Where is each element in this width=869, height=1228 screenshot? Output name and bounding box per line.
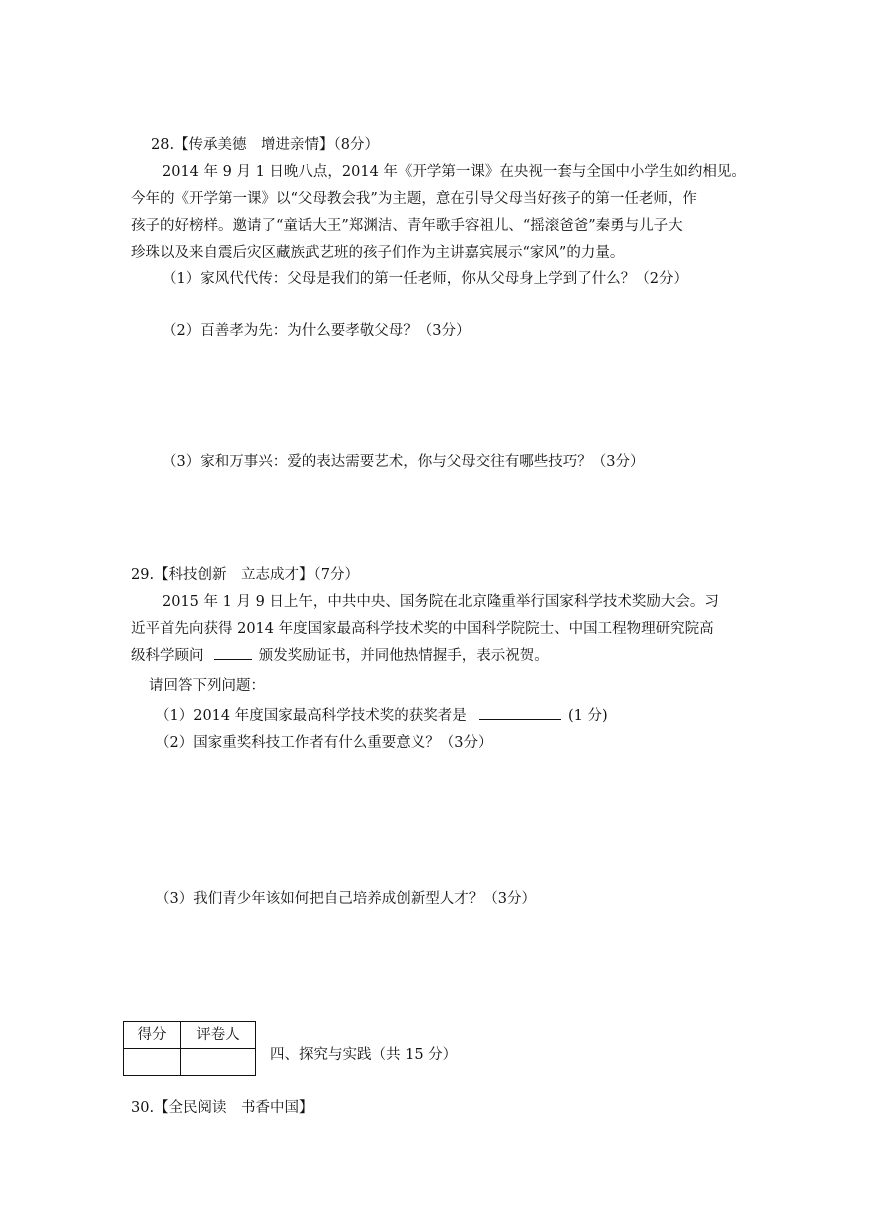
grader-cell[interactable]	[181, 1049, 256, 1076]
q29-prompt: 请回答下列问题：	[149, 678, 265, 694]
score-cell[interactable]	[124, 1049, 181, 1076]
score-box	[123, 1021, 256, 1076]
section-4-heading: 四、探究与实践（共 15 分）	[270, 1047, 458, 1063]
q29-sub-question-1	[155, 705, 608, 726]
q29-sub-question-1-score: (1 分)	[567, 708, 608, 724]
q29-paragraph-line-1: 2015 年 1 月 9 日上午，中共中央、国务院在北京隆重举行国家科学技术奖励大会。习	[162, 594, 719, 610]
q28-paragraph-line-1: 2014 年 9 月 1 日晚八点，2014 年《开学第一课》在央视一套与全国中小学生如约相见。	[162, 164, 746, 180]
q29-awardee-blank[interactable]	[214, 645, 252, 660]
q28-paragraph-line-4: 珍珠以及来自震后灾区藏族武艺班的孩子们作为主讲嘉宾展示“家风”的力量。	[131, 245, 625, 261]
q28-title: 28.【传承美德 增进亲情】（8分）	[151, 137, 380, 153]
q28-paragraph-line-3: 孩子的好榜样。邀请了“童话大王”郑渊洁、青年歌手容祖儿、“摇滚爸爸”秦勇与儿子大	[131, 218, 683, 234]
q28-sub-question-1: （1）家风代代传：父母是我们的第一任老师，你从父母身上学到了什么？（2分）	[162, 271, 688, 287]
q29-paragraph-line-3	[131, 645, 549, 666]
q29-sub-question-2: （2）国家重奖科技工作者有什么重要意义？（3分）	[155, 735, 493, 751]
q29-sub-question-3: （3）我们青少年该如何把自己培养成创新型人才？（3分）	[155, 891, 536, 907]
q29-paragraph-line-2: 近平首先向获得 2014 年度国家最高科学技术奖的中国科学院院士、中国工程物理研究院高	[131, 621, 714, 637]
q28-paragraph-line-2: 今年的《开学第一课》以“父母教会我”为主题，意在引导父母当好孩子的第一任老师，作	[131, 191, 697, 207]
q28-sub-question-3: （3）家和万事兴：爱的表达需要艺术，你与父母交往有哪些技巧？（3分）	[162, 454, 645, 470]
score-header: 得分	[124, 1022, 181, 1049]
q29-answer-blank[interactable]	[479, 705, 561, 720]
q29-paragraph-line-3-end: 颁发奖励证书，并同他热情握手，表示祝贺。	[258, 648, 549, 664]
q30-title: 30.【全民阅读 书香中国】	[131, 1100, 314, 1116]
q29-sub-question-1-text: （1）2014 年度国家最高科学技术奖的获奖者是	[155, 708, 467, 724]
q29-title: 29.【科技创新 立志成才】（7分）	[131, 567, 360, 583]
q29-paragraph-line-3-start: 级科学顾问	[131, 648, 204, 664]
q28-sub-question-2: （2）百善孝为先：为什么要孝敬父母？（3分）	[162, 323, 471, 339]
grader-header: 评卷人	[181, 1022, 256, 1049]
